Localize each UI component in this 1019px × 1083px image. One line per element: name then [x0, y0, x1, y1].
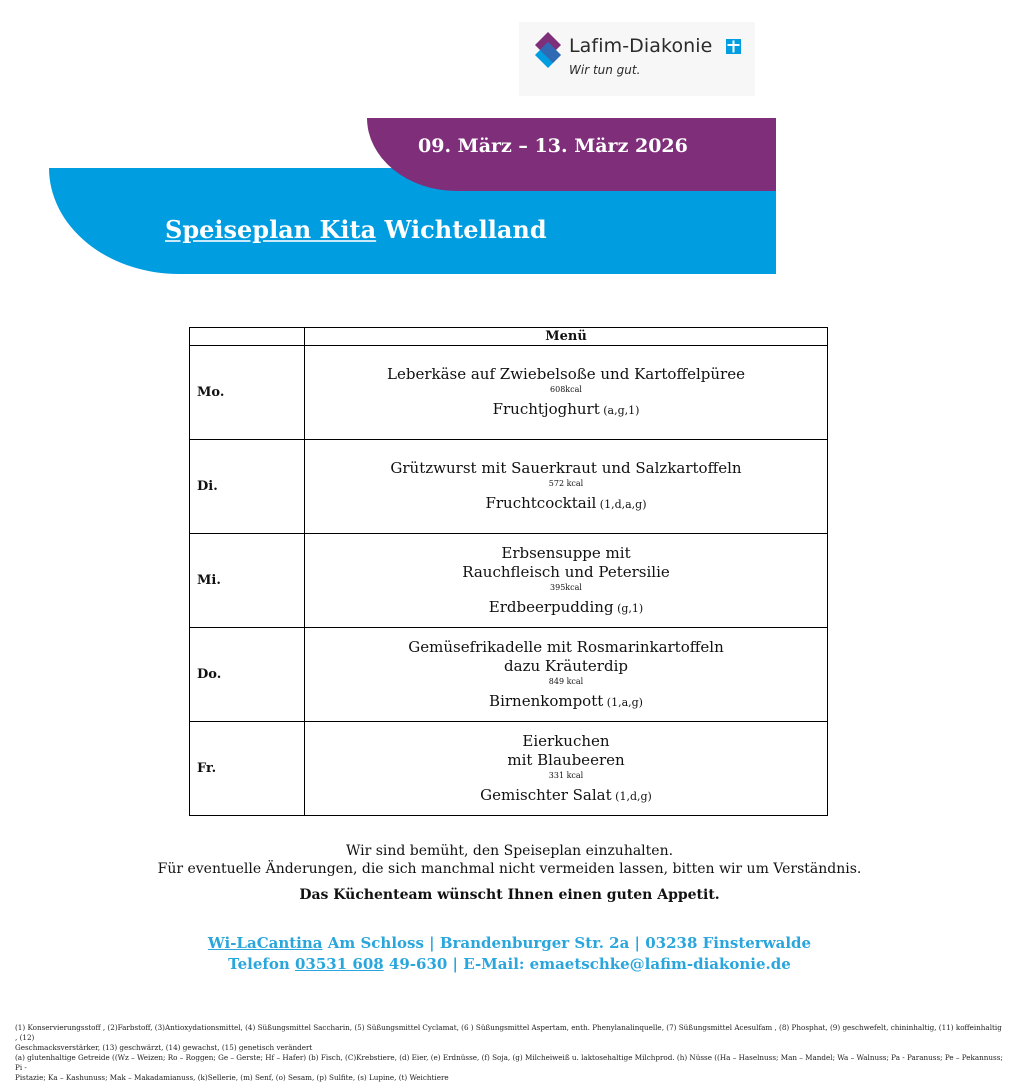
notice-text [0, 842, 1019, 878]
footnote-line-1: (1) Konservierungsstoff , (2)Farbstoff, (3)Antioxydationsmittel, (4) Süßungsmittel Saccharin, (5) Süßungsmittel Cyclamat, (6 ) Süßungsmittel Aspertam, enth. Phenylanalinquelle, (7) Süßungsmittel Acesulfam , (8) Phosphat, (9) geschwefelt, chininhaltig, (11) koffeinhaltig , (12) [15, 1023, 1002, 1042]
dessert-line [305, 692, 827, 712]
dessert-line [305, 598, 827, 618]
footnote-line-2: Geschmacksverstärker, (13) geschwärzt, (14) gewachst, (15) genetisch verändert [15, 1043, 313, 1052]
allergen-footnotes [15, 1023, 1005, 1083]
main-dish-line: Rauchfleisch und Petersilie [462, 562, 670, 581]
menu-row [190, 722, 828, 816]
footnote-line-3: (a) glutenhaltige Getreide ((Wz – Weizen; Ro – Roggen; Ge – Gerste; Hf – Hafer) (b) Fisch, (C)Krebstiere, (d) Eier, (e) Erdnüsse, (f) Soja, (g) Milcheiweiß u. laktosehaltige Milchprod. (h) Nüsse ((Ha – Haselnuss; Man – Mandel; Wa – Walnuss; Pa - Paranuss; Pe – Pekannuss; Pi - [15, 1053, 1003, 1072]
contact-name: Wi-LaCantina [207, 934, 323, 952]
contact-block [0, 933, 1019, 975]
allergen-codes: (1,a,g) [603, 695, 643, 709]
main-dish-line: Grützwurst mit Sauerkraut und Salzkartoffeln [390, 459, 742, 477]
title-underlined-part: Speiseplan Kita [165, 215, 377, 244]
day-label: Fr. [190, 722, 305, 816]
contact-phone-line [0, 954, 1019, 975]
dessert-name: Fruchtjoghurt [492, 400, 600, 418]
main-dish-line: Eierkuchen [522, 731, 610, 750]
lafim-diakonie-logo [519, 22, 755, 96]
contact-address-line [0, 933, 1019, 954]
contact-phone-rest: 49-630 | E-Mail: emaetschke@lafim-diakonie.de [383, 955, 791, 973]
menu-row [190, 440, 828, 534]
kcal-value: 572 kcal [548, 479, 584, 488]
dessert-name: Erdbeerpudding [488, 597, 614, 616]
dessert-name: Gemischter Salat [480, 785, 612, 804]
meal-cell [305, 440, 828, 534]
logo-tagline: Wir tun gut. [569, 63, 641, 77]
menu-header-label: Menü [305, 328, 828, 346]
dessert-line [305, 786, 827, 806]
allergen-codes: (a,g,1) [599, 404, 640, 417]
main-dish-line: Gemüsefrikadelle mit Rosmarinkartoffeln [408, 637, 724, 656]
menu-row [190, 534, 828, 628]
kcal-value: 608kcal [550, 385, 582, 394]
day-label: Mi. [190, 534, 305, 628]
footnote-line-4: Pistazie; Ka – Kashunuss; Mak – Makadamianuss, (k)Sellerie, (m) Senf, (o) Sesam, (p) Sulfite, (s) Lupine, (t) Weichtiere [15, 1073, 449, 1082]
meal-cell [305, 346, 828, 440]
menu-table [189, 327, 828, 816]
cross-icon [726, 39, 741, 54]
menu-header-day [190, 328, 305, 346]
main-dish-line: dazu Kräuterdip [504, 656, 628, 675]
main-dish-line: mit Blaubeeren [507, 750, 625, 769]
menu-row [190, 628, 828, 722]
menu-body [190, 346, 828, 816]
contact-phone-prefix: Telefon [228, 955, 295, 973]
notice-line-1: Wir sind bemüht, den Speiseplan einzuhalten. [345, 843, 674, 859]
dessert-line [305, 400, 827, 420]
menu-header-row [190, 328, 828, 346]
day-label: Do. [190, 628, 305, 722]
main-dish-line: Erbsensuppe mit [501, 543, 631, 562]
contact-phone-area: 03531 608 [294, 955, 384, 973]
allergen-codes: (1,d,g) [611, 789, 652, 803]
lafim-diamond-icon [531, 30, 565, 70]
page-title [165, 215, 547, 244]
kcal-value: 849 kcal [548, 676, 584, 686]
allergen-codes: (g,1) [613, 601, 644, 615]
meal-cell [305, 628, 828, 722]
menu-row [190, 346, 828, 440]
contact-address: Am Schloss | Brandenburger Str. 2a | 03238 Finsterwalde [322, 934, 812, 952]
dessert-name: Birnenkompott [489, 691, 604, 710]
notice-line-2: Für eventuelle Änderungen, die sich manchmal nicht vermeiden lassen, bitten wir um Verständnis. [157, 861, 862, 877]
dessert-line [305, 494, 827, 514]
title-kita-name: Wichtelland [376, 215, 547, 244]
allergen-codes: (1,d,a,g) [596, 498, 647, 511]
kcal-value: 395kcal [550, 582, 582, 592]
meal-cell [305, 722, 828, 816]
day-label: Mo. [190, 346, 305, 440]
day-label: Di. [190, 440, 305, 534]
dessert-name: Fruchtcocktail [485, 494, 597, 512]
logo-name: Lafim-Diakonie [569, 35, 713, 57]
appetite-wish: Das Küchenteam wünscht Ihnen einen guten Appetit. [299, 887, 720, 903]
main-dish-line: Leberkäse auf Zwiebelsoße und Kartoffelpüree [387, 365, 745, 383]
date-range: 09. März – 13. März 2026 [418, 135, 688, 157]
meal-cell [305, 534, 828, 628]
kcal-value: 331 kcal [548, 770, 584, 780]
